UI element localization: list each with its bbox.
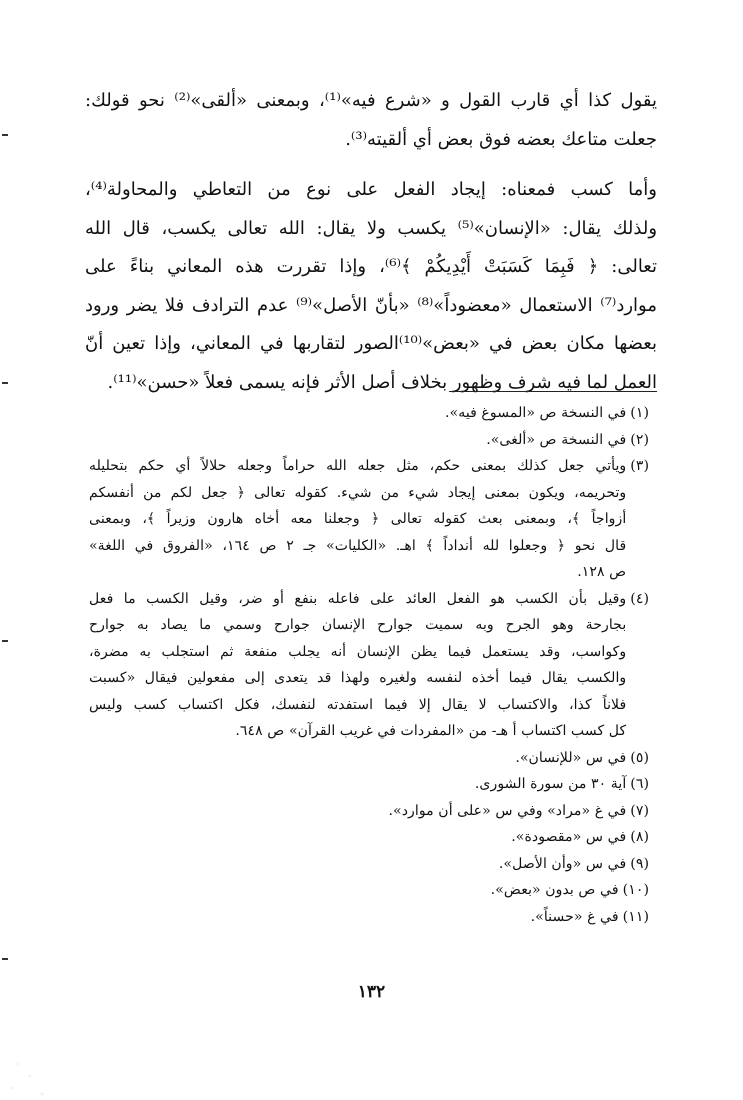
scan-margin-mark (2, 382, 8, 384)
footnote-text (89, 771, 626, 798)
footnote-8 (89, 824, 649, 851)
footnote-text (89, 824, 626, 851)
text-line: تعالى: ﴿ فَبِمَا كَسَبَتْ أَيْدِيكُمْ ﴾⁽⁶⁾، وإذا تقررت هذه المعاني بناءً على (85, 256, 657, 277)
footnote-text (89, 400, 626, 427)
footnote-number: (٨) (630, 829, 649, 845)
footnote-line: أزواجاً ﴾، وبمعنى بعث كقوله تعالى ﴿ وجعلنا معه أخاه هارون وزيراً ﴾، وبمعنى (89, 511, 627, 527)
text-line: ولذلك يقال: «الإنسان»⁽⁵⁾ يكسب ولا يقال: الله تعالى يكسب، قال الله (85, 217, 658, 239)
scan-margin-mark (2, 640, 8, 642)
footnote-text (89, 745, 626, 772)
text-line: بعضها مكان بعض في «بعض»⁽¹⁰⁾الصور لتقاربها في المعاني، وإذا تعين أنّ (85, 333, 657, 354)
footnote-line: في النسخة ص «ألغى». (486, 431, 627, 448)
footnote-text (89, 586, 626, 745)
text-line: جعلت متاعك بعضه فوق بعض أي ألقيته⁽³⁾. (345, 128, 657, 150)
paragraph-1 (85, 82, 657, 159)
footnote-line: والكسب يقال فيما أخذه لنفسه ولغيره ولهذا قد يتعدى إلى مفعولين فيقال «كسبت (89, 670, 627, 686)
footnote-line: في س «للإنسان». (515, 749, 627, 766)
footnote-number: (٩) (630, 855, 649, 872)
footnote-line: وكواسب، وقد يستعمل فيما يظن الإنسان أنه يجلب منفعة ثم استجلب به مضرة، (89, 643, 627, 660)
page-number: ١٣٢ (357, 982, 386, 1002)
footnote-11 (89, 904, 649, 931)
footnote-text (89, 453, 626, 586)
footnote-text (89, 877, 619, 904)
footnote-line: ويأتي جعل كذلك بمعنى حكم، مثل جعله الله حراماً وجعله حلالاً أي حكم بتحليله (89, 458, 627, 474)
footnote-2 (89, 427, 649, 454)
footnote-line: آية ٣٠ من سورة الشورى. (474, 776, 627, 792)
footnote-line: قال نحو ﴿ وجعلوا لله أنداداً ﴾ اهـ. «الكليات» جـ ٢ ص ١٦٤، «الفروق في اللغة» (89, 537, 627, 554)
footnote-line: وتحريمه، ويكون بمعنى إيجاد شيء من شيء. كقوله تعالى ﴿ جعل لكم من أنفسكم (89, 484, 627, 501)
footnote-number: (٧) (630, 802, 649, 819)
scan-noise (0, 1040, 60, 1100)
main-text (85, 82, 657, 402)
footnote-number: (١١) (622, 908, 649, 925)
footnote-line: في غ «حسناً». (530, 908, 619, 925)
text-line: وأما كسب فمعناه: إيجاد الفعل على نوع من التعاطي والمحاولة⁽⁴⁾، (85, 179, 657, 200)
footnote-text (89, 851, 626, 878)
footnote-line: في س «مقصودة». (511, 829, 627, 845)
footnote-line: كل كسب اكتساب أ هـ- من «المفردات في غريب القرآن» ص ٦٤٨. (235, 723, 627, 739)
footnote-line: وقيل بأن الكسب هو الفعل العائد على فاعله بنفع أو ضر، وقيل الكسب ما فعل (89, 590, 627, 607)
footnote-line: بجارحة وهو الجرح وبه سميت جوارح الإنسان جوارح وسمي ما يصاد به جوارح (89, 617, 627, 633)
footnote-line: في ص بدون «بعض». (490, 882, 619, 898)
footnote-text (89, 798, 626, 825)
footnote-10 (89, 877, 649, 904)
footnote-6 (89, 771, 649, 798)
paragraph-2 (85, 171, 657, 402)
footnote-number: (٢) (630, 431, 649, 448)
footnotes (89, 400, 649, 930)
footnote-1 (89, 400, 649, 427)
footnote-number: (٥) (630, 749, 649, 766)
text-line: العمل لما فيه شرف وظهور بخلاف أصل الأثر فإنه يسمى فعلاً «حسن»⁽¹¹⁾. (107, 371, 657, 393)
footnote-separator (449, 391, 657, 392)
footnote-4 (89, 586, 649, 745)
footnote-number: (٤) (630, 590, 649, 607)
text-line: يقول كذا أي قارب القول و «شرع فيه»⁽¹⁾، وبمعنى «ألقى»⁽²⁾ نحو قولك: (85, 90, 657, 111)
footnote-line: فلاناً كذا، والاكتساب لا يقال إلا فيما استفدته لنفسك، فكل اكتساب كسب وليس (89, 696, 627, 713)
footnote-7 (89, 798, 649, 825)
footnote-text (89, 427, 626, 454)
footnote-text (89, 904, 619, 931)
footnote-number: (٦) (630, 776, 649, 792)
footnote-5 (89, 745, 649, 772)
footnote-number: (١٠) (622, 882, 649, 898)
footnote-line: في غ «مراد» وفي س «على أن موارد». (388, 802, 627, 819)
text-line: موارد⁽⁷⁾ الاستعمال «معضوداً»⁽⁸⁾ «بأنّ الأصل»⁽⁹⁾ عدم الترادف فلا يضر ورود (85, 294, 657, 316)
footnote-9 (89, 851, 649, 878)
footnote-3 (89, 453, 649, 586)
scan-margin-mark (2, 134, 8, 136)
footnote-line: في س «وأن الأصل». (498, 855, 627, 872)
footnote-number: (١) (630, 405, 649, 421)
footnote-line: في النسخة ص «المسوغ فيه». (445, 405, 627, 421)
scan-margin-mark (2, 958, 8, 960)
footnote-line: ص ١٢٨. (577, 564, 627, 580)
footnote-number: (٣) (630, 458, 649, 474)
